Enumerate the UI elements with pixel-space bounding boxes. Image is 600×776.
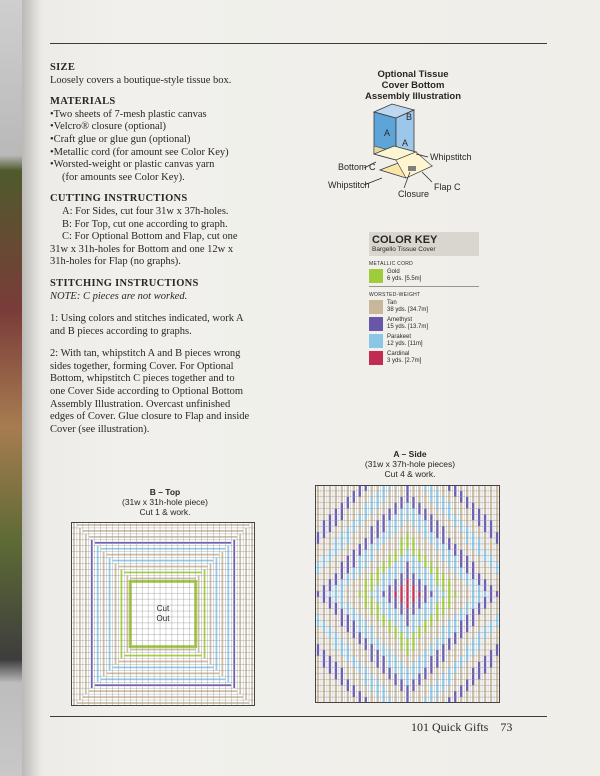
color-name: Parakeet [387, 334, 412, 340]
materials-heading: MATERIALS [50, 96, 116, 108]
book-title: 101 Quick Gifts [411, 720, 489, 734]
label-a2: A [402, 138, 409, 148]
size-text: Loosely covers a boutique-style tissue box. [50, 74, 232, 86]
color-key-row [369, 300, 479, 314]
page-footer [411, 720, 512, 735]
cutting-line: A: For Sides, cut four 31w x 37h-holes. [62, 205, 229, 217]
chart-a-subtitle: (31w x 37h-hole pieces) [364, 459, 456, 469]
swatch-parakeet [369, 334, 383, 348]
label-closure: Closure [398, 189, 430, 199]
color-name: Tan [387, 300, 397, 306]
swatch-amethyst [369, 317, 383, 331]
chart-b-cut: Cut 1 & work. [139, 507, 191, 517]
cutout-label-line: Cut [156, 604, 170, 613]
step2-line: Cover (see illustration). [50, 423, 150, 435]
adjacent-page-photo-strip [0, 0, 22, 776]
cutting-line: 31h-holes for Flap (no graphs). [50, 256, 181, 268]
illustration-title [348, 69, 478, 102]
size-section [50, 62, 320, 87]
step1-line: and B pieces according to graphs. [50, 325, 192, 337]
color-name: Amethyst [387, 317, 413, 323]
swatch-cardinal [369, 351, 383, 365]
page-number: 73 [500, 720, 513, 734]
label-flap-c: Flap C [434, 182, 461, 192]
color-key-group-metallic: METALLIC CORD [369, 261, 414, 267]
color-amount: 3 yds. [2.7m] [387, 358, 422, 364]
materials-item: •Craft glue or glue gun (optional) [50, 133, 191, 145]
cutting-line: 31w x 31h-holes for Bottom and one 12w x [50, 243, 234, 255]
color-key-row [369, 317, 479, 331]
color-key-group-worsted: WORSTED-WEIGHT [369, 292, 421, 298]
label-bottom-c: Bottom C [338, 162, 376, 172]
color-key [369, 232, 479, 368]
step2-line: sides together, forming Cover. For Optional [50, 360, 234, 372]
color-key-row [369, 269, 479, 283]
color-amount: 12 yds. [11m] [387, 341, 423, 347]
stitching-note: NOTE: C pieces are not worked. [50, 290, 188, 302]
size-heading: SIZE [50, 62, 76, 73]
cutting-line: C: For Optional Bottom and Flap, cut one [62, 231, 238, 243]
color-key-title: COLOR KEY [369, 232, 479, 246]
chart-b-title: B – Top [149, 487, 181, 497]
assembly-illustration [322, 102, 482, 212]
spine-shadow [22, 0, 42, 776]
color-key-row [369, 351, 479, 365]
step2-line: Bottom, whipstitch C pieces together and to [50, 373, 235, 385]
label-whipstitch-right: Whipstitch [430, 152, 472, 162]
illustration-title-line: Assembly Illustration [364, 91, 462, 102]
materials-item: •Metallic cord (for amount see Color Key) [50, 146, 229, 158]
cutting-line: B: For Top, cut one according to graph. [62, 218, 228, 230]
materials-item: •Worsted-weight or plastic canvas yarn [50, 159, 215, 171]
materials-section [50, 96, 320, 184]
color-amount: 6 yds. [5.5m] [387, 276, 422, 282]
step2-line: 2: With tan, whipstitch A and B pieces wrong [50, 348, 241, 360]
color-name: Gold [387, 269, 400, 275]
chart-a-cut: Cut 4 & work. [384, 469, 436, 479]
illustration-title-line: Cover Bottom [381, 80, 445, 91]
step2-line: one Cover Side according to Optional Bottom [50, 386, 244, 398]
step2-line: Assembly Illustration. Overcast unfinished [50, 398, 231, 410]
color-key-subtitle: Bargello Tissue Cover [369, 246, 479, 256]
step2-line: edges of Cover. Glue closure to Flap and inside [50, 411, 250, 423]
swatch-tan [369, 300, 383, 314]
label-b: B [406, 112, 413, 122]
materials-item: •Two sheets of 7-mesh plastic canvas [50, 108, 207, 120]
illustration-title-line: Optional Tissue [377, 69, 449, 80]
color-amount: 15 yds. [13.7m] [387, 324, 429, 330]
materials-item: (for amounts see Color Key). [62, 171, 185, 183]
cutting-heading: CUTTING INSTRUCTIONS [50, 193, 188, 205]
color-amount: 38 yds. [34.7m] [387, 307, 429, 313]
swatch-gold [369, 269, 383, 283]
color-key-divider [369, 286, 479, 287]
label-whipstitch-left: Whipstitch [328, 180, 370, 190]
color-name: Cardinal [387, 351, 410, 357]
cutting-section [50, 193, 320, 269]
stitching-heading: STITCHING INSTRUCTIONS [50, 277, 199, 289]
chart-b-caption [95, 487, 235, 517]
chart-b-graph [71, 522, 255, 706]
step1-line: 1: Using colors and stitches indicated, work A [50, 313, 244, 325]
chart-a-canvas [315, 485, 500, 703]
label-a1: A [384, 128, 391, 138]
chart-a-caption [340, 449, 480, 479]
materials-item: •Velcro® closure (optional) [50, 121, 167, 133]
bottom-rule [50, 716, 547, 717]
chart-b-subtitle: (31w x 31h-hole piece) [122, 497, 208, 507]
instructions-column [50, 62, 320, 445]
stitching-section [50, 278, 320, 437]
chart-a-title: A – Side [393, 449, 427, 459]
chart-a-graph [315, 485, 500, 703]
cutout-label-line: Out [156, 614, 170, 623]
top-rule [50, 43, 547, 44]
color-key-row [369, 334, 479, 348]
cutout-label [139, 604, 187, 624]
